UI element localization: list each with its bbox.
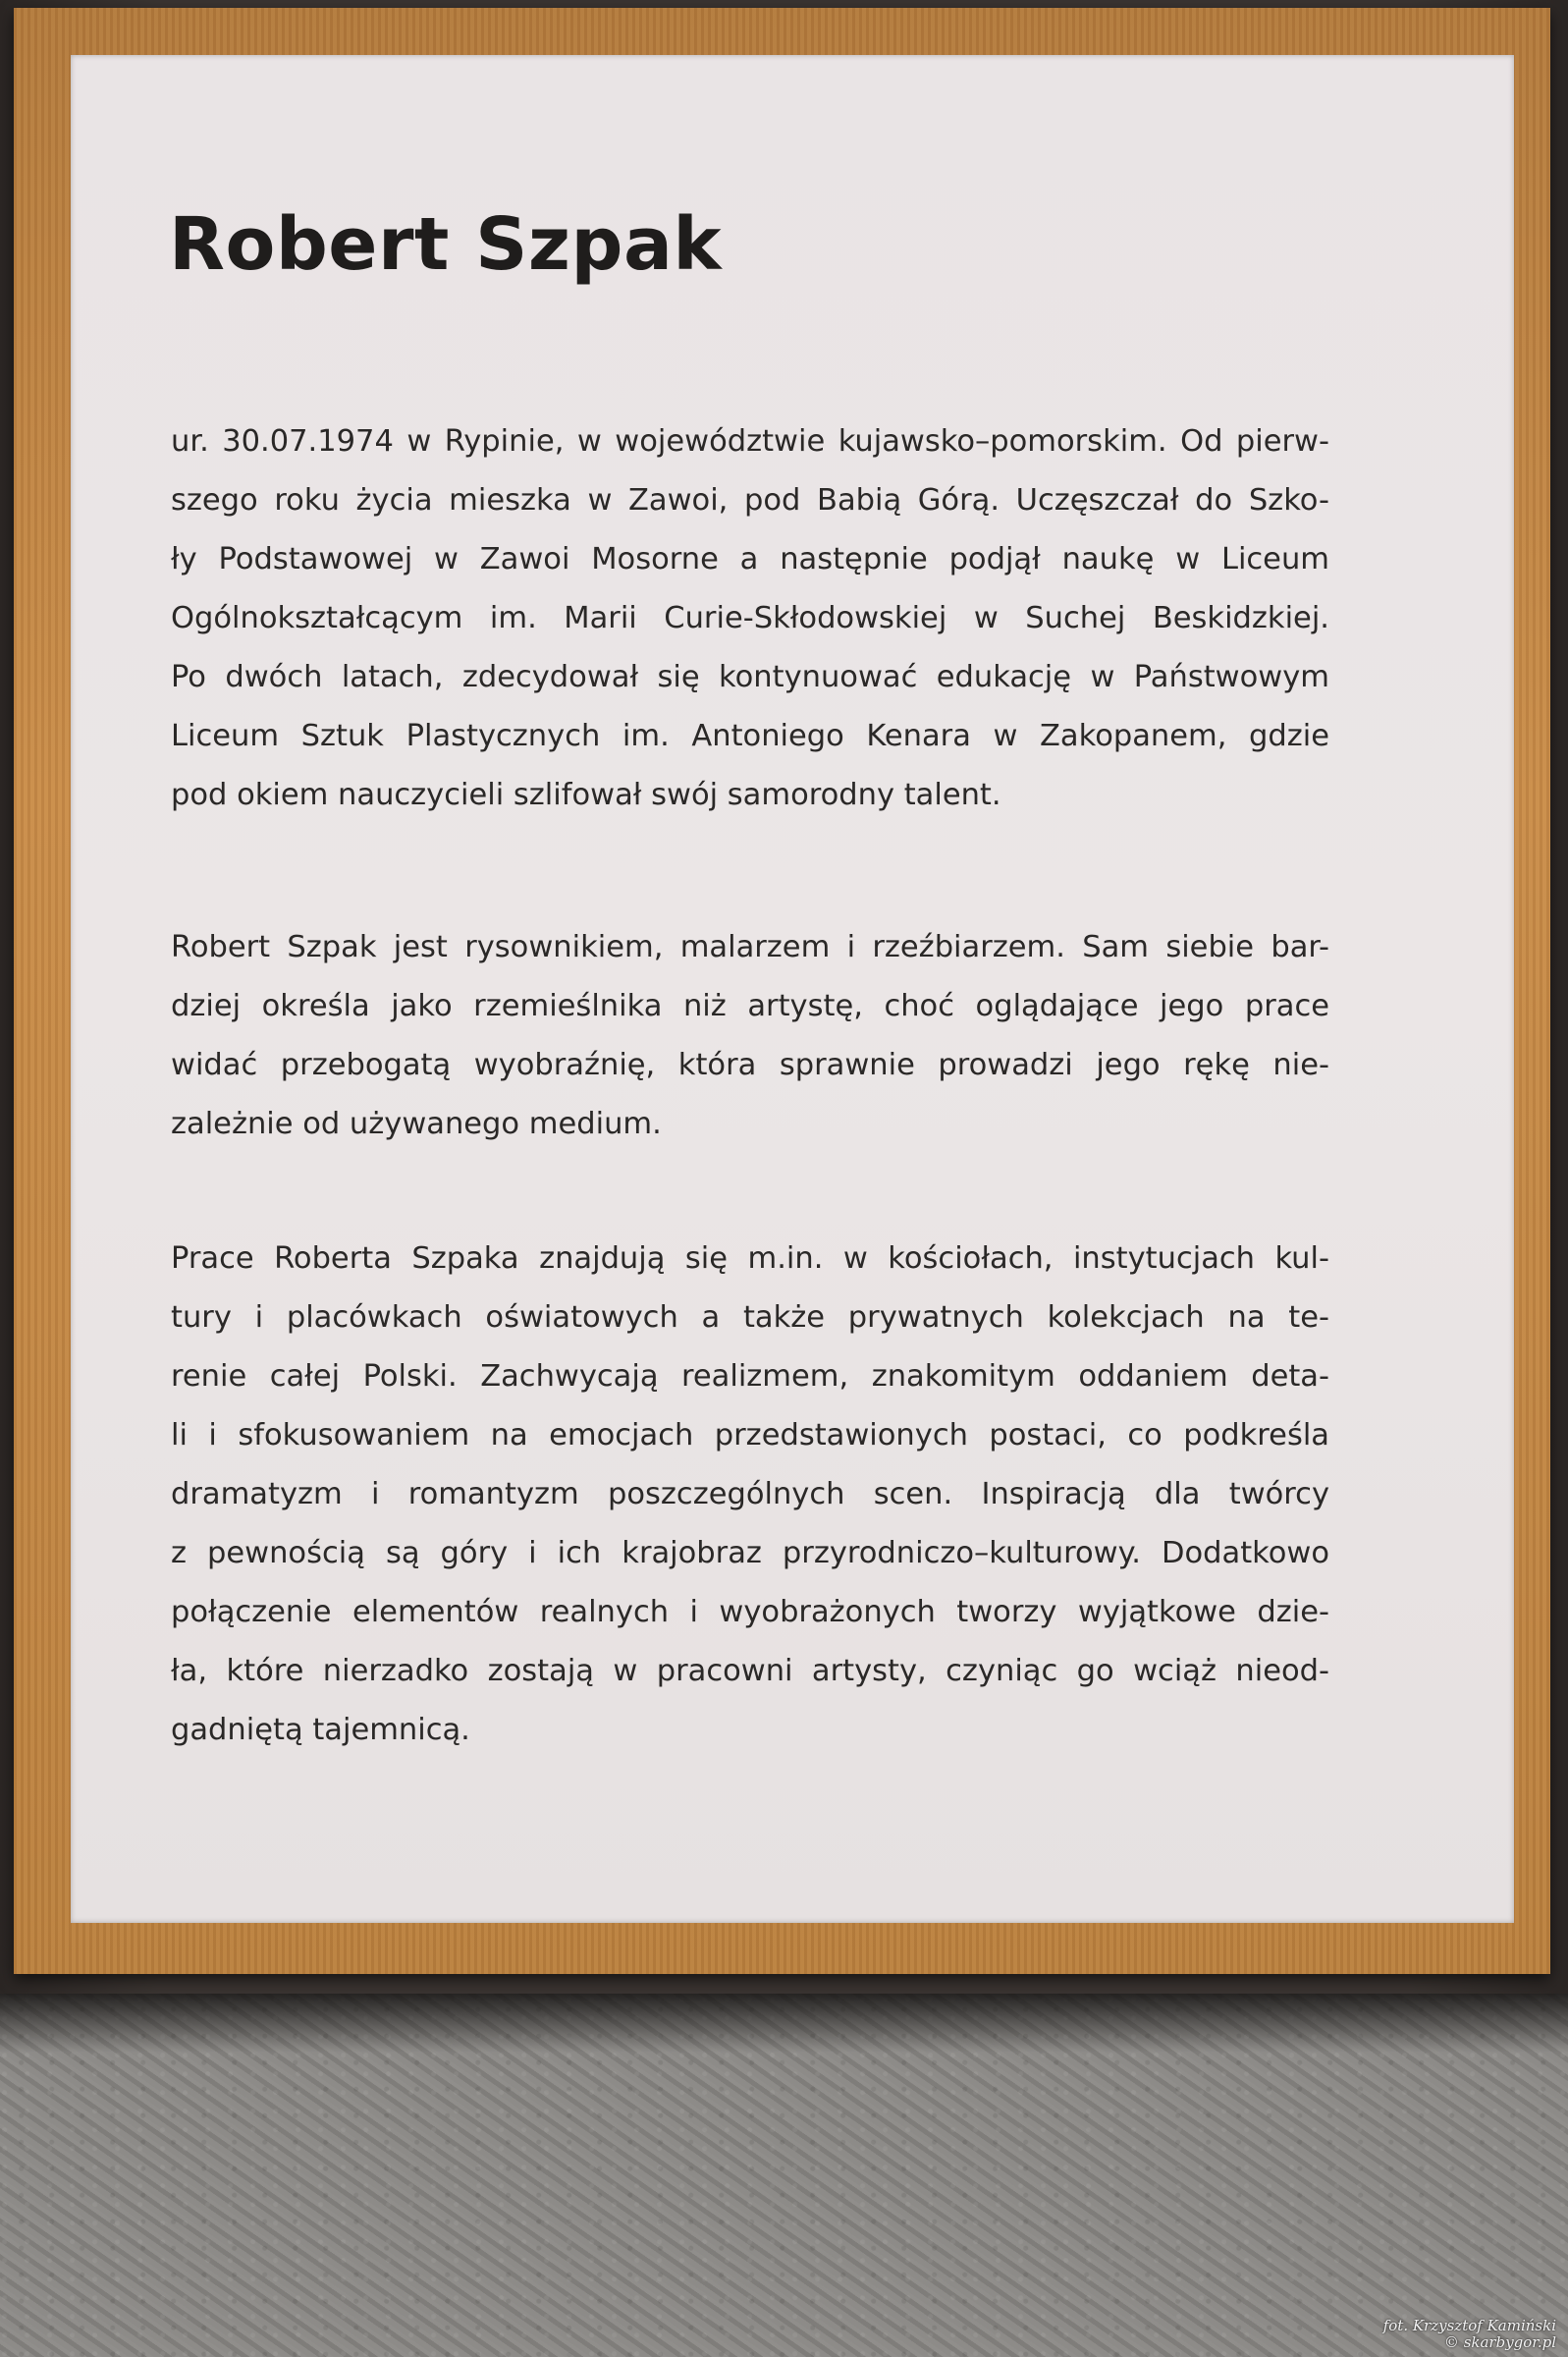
- text-line: Po dwóch latach, zdecydował się kontynuować edukację w Państwowym: [171, 660, 1329, 694]
- text-line: z pewnością są góry i ich krajobraz przyrodniczo–kulturowy. Dodatkowo: [171, 1536, 1329, 1570]
- placard-title: Robert Szpak: [169, 202, 723, 287]
- text-line: widać przebogatą wyobraźnię, która sprawnie prowadzi jego rękę nie-: [171, 1048, 1329, 1082]
- text-line: renie całej Polski. Zachwycają realizmem, znakomitym oddaniem deta-: [171, 1359, 1329, 1394]
- text-line: tury i placówkach oświatowych a także prywatnych kolekcjach na te-: [171, 1300, 1329, 1335]
- text-line: ła, które nierzadko zostają w pracowni artysty, czyniąc go wciąż nieod-: [171, 1654, 1329, 1688]
- info-placard: [71, 55, 1514, 1923]
- credit-author: fot. Krzysztof Kamiński: [1382, 2317, 1556, 2334]
- text-line: ur. 30.07.1974 w Rypinie, w województwie kujawsko–pomorskim. Od pierw-: [171, 424, 1329, 459]
- photo-credit: [1383, 2318, 1556, 2351]
- text-line: pod okiem nauczycieli szlifował swój samorodny talent.: [171, 778, 1001, 812]
- paragraph-works: [171, 1230, 1329, 1760]
- paragraph-biography: [171, 412, 1329, 825]
- paragraph-artist: [171, 918, 1329, 1154]
- credit-website: © skarbygor.pl: [1443, 2333, 1556, 2351]
- frame-shadow: [0, 1994, 1568, 2053]
- text-line: połączenie elementów realnych i wyobrażonych tworzy wyjątkowe dzie-: [171, 1595, 1329, 1629]
- text-line: Robert Szpak jest rysownikiem, malarzem i rzeźbiarzem. Sam siebie bar-: [171, 930, 1329, 964]
- text-line: li i sfokusowaniem na emocjach przedstawionych postaci, co podkreśla: [171, 1418, 1329, 1453]
- text-line: Liceum Sztuk Plastycznych im. Antoniego Kenara w Zakopanem, gdzie: [171, 719, 1329, 753]
- text-line: Ogólnokształcącym im. Marii Curie-Skłodowskiej w Suchej Beskidzkiej.: [171, 601, 1329, 635]
- wooden-frame: [14, 8, 1550, 1974]
- text-line: ły Podstawowej w Zawoi Mosorne a następnie podjął naukę w Liceum: [171, 542, 1329, 576]
- text-line: Prace Roberta Szpaka znajdują się m.in. w kościołach, instytucjach kul-: [171, 1241, 1329, 1276]
- text-line: gadniętą tajemnicą.: [171, 1713, 470, 1747]
- text-line: dziej określa jako rzemieślnika niż artystę, choć oglądające jego prace: [171, 989, 1329, 1023]
- text-line: szego roku życia mieszka w Zawoi, pod Babią Górą. Uczęszczał do Szko-: [171, 483, 1329, 518]
- text-line: zależnie od używanego medium.: [171, 1107, 662, 1141]
- text-line: dramatyzm i romantyzm poszczególnych scen. Inspiracją dla twórcy: [171, 1477, 1329, 1511]
